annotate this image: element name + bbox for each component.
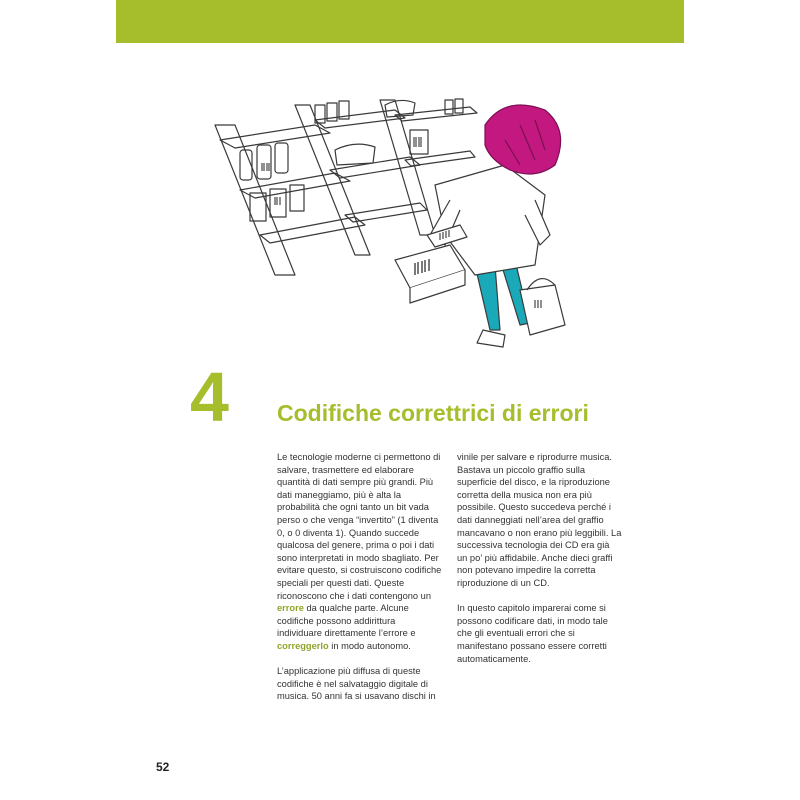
chapter-number: 4	[190, 358, 229, 436]
chapter-goal-paragraph: In questo capitolo imparerai come si possono codificare dati, in modo tale che gli eventuali errori che si manifestano possano essere corretti automaticamente.	[457, 603, 608, 664]
page-number: 52	[156, 760, 170, 774]
highlight-error: errore	[277, 603, 304, 614]
vinyl-cd-paragraph: vinile per salvare e riprodurre musica. Bastava un piccolo graffio sulla superficie del disco, e la riproduzione corretta della musica non era più possibile. Questo succedeva perché i dati danneggiati nell’area del graffio mancavano o non erano più leggibili. La successiva tecnologia dei CD era già un po’ più affidabile. Anche dieci graffi non potevano impedire la corretta riproduzione di un CD.	[457, 452, 622, 588]
shelf-upright	[215, 125, 295, 275]
shopper-scanning-barcode-icon	[205, 85, 585, 375]
highlight-correct: correggerlo	[277, 640, 329, 651]
chapter-title: Codifiche correttrici di errori	[277, 400, 589, 426]
music-paragraph: L’applicazione più diffusa di queste codifiche è nel salvataggio digitale di musica. 50 anni fa si usavano dischi in	[277, 666, 436, 702]
text-column-right	[457, 451, 622, 678]
text-column-left	[277, 451, 442, 715]
header-color-band	[116, 0, 684, 43]
intro-paragraph: Le tecnologie moderne ci permettono di salvare, trasmettere ed elaborare quantità di dati sempre più grandi. Più dati maneggiamo, più è alta la probabilità che ogni tanto un bit vada perso o che venga “invertito” (1 diventa 0, o 0 diventa 1). Quando succede qualcosa del genere, prima o poi i dati sono interpretati in modo sbagliato. Per evitare questo, si costruiscono codifiche speciali per questi dati. Queste riconoscono che i dati contengono un errore da qualche parte. Alcune codifiche possono addirittura individuare direttamente l’errore e correggerlo in modo autonomo.	[277, 452, 442, 651]
